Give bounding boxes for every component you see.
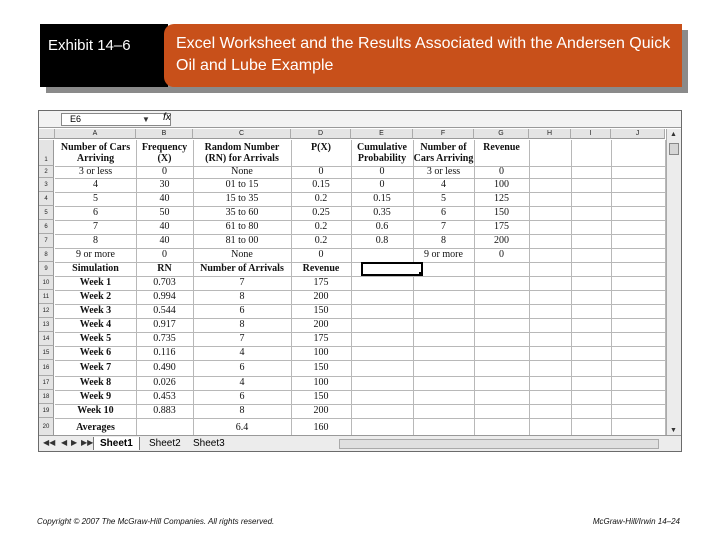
table-cell: 30 xyxy=(159,179,170,190)
vertical-scrollbar[interactable] xyxy=(666,129,681,436)
row-header-18[interactable]: 18 xyxy=(39,390,54,404)
column-header-i[interactable]: I xyxy=(571,129,611,139)
table-cell: 0.453 xyxy=(153,391,176,402)
table-cell: 0.883 xyxy=(153,405,176,416)
table-cell: 200 xyxy=(313,291,329,302)
exhibit-box xyxy=(40,24,168,87)
column-title-f: Number of Cars Arriving xyxy=(413,142,474,164)
name-box[interactable] xyxy=(61,113,171,126)
page-credit: McGraw-Hill/Irwin 14–24 xyxy=(592,517,680,526)
week-label: Week 2 xyxy=(79,291,112,302)
row-header-9[interactable]: 9 xyxy=(39,262,54,276)
table-cell: 150 xyxy=(494,207,509,218)
table-cell: 0 xyxy=(162,166,167,177)
table-cell: 8 xyxy=(93,235,98,246)
column-header-a[interactable]: A xyxy=(55,129,136,139)
table-cell: 6 xyxy=(239,391,245,402)
column-title-b: Frequency (X) xyxy=(141,142,188,164)
horizontal-scrollbar[interactable] xyxy=(339,439,659,449)
table-cell: 0.917 xyxy=(153,319,176,330)
column-header-d[interactable]: D xyxy=(291,129,351,139)
grid-line xyxy=(529,140,530,437)
column-title-d: P(X) xyxy=(311,142,331,153)
table-cell: 0 xyxy=(318,249,324,260)
table-cell: 4 xyxy=(239,377,245,388)
sim-header-a: Simulation xyxy=(72,263,119,274)
column-header-c[interactable]: C xyxy=(193,129,291,139)
table-cell: 0.15 xyxy=(312,179,330,190)
column-title-e: Cumulative Probability xyxy=(357,142,407,164)
row-header-14[interactable]: 14 xyxy=(39,332,54,346)
grid-line xyxy=(571,140,572,437)
table-cell: 200 xyxy=(494,235,509,246)
active-cell[interactable] xyxy=(361,262,423,276)
scroll-down-icon[interactable]: ▼ xyxy=(670,427,677,434)
table-cell: 0.2 xyxy=(314,221,328,232)
table-cell: 3 or less xyxy=(78,166,113,177)
table-cell: 7 xyxy=(239,333,245,344)
table-cell: 0.026 xyxy=(153,377,176,388)
copyright-text: Copyright © 2007 The McGraw-Hill Companies. All rights reserved. xyxy=(37,517,275,526)
chevron-down-icon[interactable]: ▼ xyxy=(142,115,150,124)
row-header-3[interactable]: 3 xyxy=(39,178,54,192)
week-label: Week 4 xyxy=(79,319,112,330)
row-header-19[interactable]: 19 xyxy=(39,404,54,418)
table-cell: 6 xyxy=(239,305,245,316)
table-cell: 9 or more xyxy=(424,249,463,260)
slide-title: Excel Worksheet and the Results Associated with the Andersen Quick Oil and Lube Example xyxy=(176,35,671,74)
row-header-6[interactable]: 6 xyxy=(39,220,54,234)
row-header-15[interactable]: 15 xyxy=(39,346,54,360)
table-cell: 150 xyxy=(313,305,329,316)
table-cell: 8 xyxy=(441,235,446,246)
table-cell: 15 to 35 xyxy=(225,193,259,204)
table-cell: 0.8 xyxy=(375,235,389,246)
column-header-f[interactable]: F xyxy=(413,129,474,139)
column-header-j[interactable]: J xyxy=(611,129,665,139)
averages-label: Averages xyxy=(76,422,115,433)
table-cell: 175 xyxy=(313,333,329,344)
table-cell: None xyxy=(231,249,253,260)
table-cell: 0 xyxy=(379,179,385,190)
table-cell: 175 xyxy=(313,277,329,288)
table-cell xyxy=(351,248,413,262)
week-label: Week 5 xyxy=(79,333,112,344)
scroll-thumb[interactable] xyxy=(669,143,679,155)
prev-sheet-icon[interactable]: ◀ xyxy=(61,438,68,447)
tab-sheet3[interactable]: Sheet3 xyxy=(193,438,225,449)
table-cell: 01 to 15 xyxy=(225,179,259,190)
cell-grid[interactable] xyxy=(55,140,665,437)
table-cell: 0.2 xyxy=(314,235,328,246)
week-label: Week 3 xyxy=(79,305,112,316)
week-label: Week 8 xyxy=(79,377,112,388)
row-header-1[interactable]: 1 xyxy=(39,140,54,166)
week-label: Week 9 xyxy=(79,391,112,402)
sim-header-b: RN xyxy=(157,263,172,274)
table-cell: 0.735 xyxy=(153,333,176,344)
table-cell: 0 xyxy=(379,166,385,177)
table-cell: 0.116 xyxy=(153,347,176,358)
table-cell: 0.544 xyxy=(153,305,176,316)
table-cell: 61 to 80 xyxy=(225,221,259,232)
table-cell: 40 xyxy=(159,221,170,232)
table-cell: 0.25 xyxy=(312,207,330,218)
table-cell: 9 or more xyxy=(76,249,115,260)
row-header-10[interactable]: 10 xyxy=(39,276,54,290)
table-cell: 8 xyxy=(239,291,245,302)
column-header-b[interactable]: B xyxy=(136,129,193,139)
table-cell: 7 xyxy=(441,221,446,232)
sim-header-c: Number of Arrivals xyxy=(200,263,284,274)
column-title-a: Number of Cars Arriving xyxy=(60,142,131,164)
row-header-7[interactable]: 7 xyxy=(39,234,54,248)
table-cell: 100 xyxy=(313,347,329,358)
table-cell: 175 xyxy=(494,221,509,232)
slide-header xyxy=(40,24,682,87)
name-box-value: E6 xyxy=(70,114,82,124)
grid-line xyxy=(611,140,612,437)
table-cell: 150 xyxy=(313,391,329,402)
row-header-13[interactable]: 13 xyxy=(39,318,54,332)
last-sheet-icon[interactable]: ▶▶ xyxy=(81,438,94,447)
column-header-g[interactable]: G xyxy=(474,129,529,139)
row-header-2[interactable]: 2 xyxy=(39,166,54,178)
function-icon[interactable]: fx xyxy=(163,112,171,123)
row-header-12[interactable]: 12 xyxy=(39,304,54,318)
table-cell: 4 xyxy=(441,179,446,190)
first-sheet-icon[interactable]: ◀◀ xyxy=(43,438,56,447)
table-cell: 0.6 xyxy=(375,221,389,232)
table-cell: 7 xyxy=(239,277,245,288)
table-cell: 50 xyxy=(159,207,170,218)
table-cell: 0 xyxy=(162,249,167,260)
excel-window xyxy=(38,110,682,452)
table-cell: 0 xyxy=(499,166,504,177)
table-cell: 0.703 xyxy=(153,277,176,288)
column-title-g: Revenue xyxy=(483,142,520,153)
average-value: 6.4 xyxy=(235,422,249,433)
row-header-11[interactable]: 11 xyxy=(39,290,54,304)
sheet-tab-bar xyxy=(39,435,681,451)
table-cell: 7 xyxy=(93,221,98,232)
table-cell: 0.490 xyxy=(153,362,176,373)
table-cell: 6 xyxy=(441,207,446,218)
table-cell: 200 xyxy=(313,319,329,330)
formula-bar xyxy=(39,111,681,128)
column-title-c: Random Number (RN) for Arrivals xyxy=(204,142,280,164)
row-header-5[interactable]: 5 xyxy=(39,206,54,220)
exhibit-label: Exhibit 14–6 xyxy=(48,37,131,54)
table-cell: 0 xyxy=(318,166,324,177)
title-box xyxy=(164,24,682,87)
table-cell: 81 to 00 xyxy=(225,235,259,246)
next-sheet-icon[interactable]: ▶ xyxy=(71,438,78,447)
table-cell: 35 to 60 xyxy=(225,207,259,218)
column-header-h[interactable]: H xyxy=(529,129,571,139)
table-cell: 100 xyxy=(313,377,329,388)
row-header-17[interactable]: 17 xyxy=(39,376,54,390)
week-label: Week 6 xyxy=(79,347,112,358)
table-cell: 40 xyxy=(159,235,170,246)
table-cell: 0.35 xyxy=(373,207,391,218)
row-header-8[interactable]: 8 xyxy=(39,248,54,262)
table-cell: 8 xyxy=(239,405,245,416)
scroll-up-icon[interactable]: ▲ xyxy=(670,131,677,138)
table-cell: 200 xyxy=(313,405,329,416)
table-cell: 6 xyxy=(239,362,245,373)
tab-sheet1[interactable]: Sheet1 xyxy=(93,437,140,450)
table-cell: 150 xyxy=(313,362,329,373)
week-label: Week 7 xyxy=(79,362,112,373)
fill-handle[interactable] xyxy=(419,272,423,276)
table-cell: 5 xyxy=(441,193,446,204)
table-cell: 0.994 xyxy=(153,291,176,302)
table-cell: 0 xyxy=(499,249,504,260)
table-cell: 8 xyxy=(239,319,245,330)
table-cell: 4 xyxy=(239,347,245,358)
row-header-16[interactable]: 16 xyxy=(39,360,54,376)
row-header-4[interactable]: 4 xyxy=(39,192,54,206)
table-cell: 100 xyxy=(494,179,509,190)
table-cell: 6 xyxy=(93,207,98,218)
table-cell: 3 or less xyxy=(426,166,461,177)
tab-sheet2[interactable]: Sheet2 xyxy=(149,438,181,449)
table-cell: 5 xyxy=(93,193,98,204)
table-cell: 40 xyxy=(159,193,170,204)
table-cell: 0.15 xyxy=(373,193,391,204)
table-cell: 125 xyxy=(494,193,509,204)
table-cell: None xyxy=(231,166,253,177)
week-label: Week 1 xyxy=(79,277,112,288)
table-cell: 4 xyxy=(93,179,98,190)
average-value: 160 xyxy=(313,422,329,433)
sim-header-d: Revenue xyxy=(302,263,340,274)
column-header-e[interactable]: E xyxy=(351,129,413,139)
week-label: Week 10 xyxy=(77,405,114,416)
row-header-20[interactable]: 20 xyxy=(39,418,54,437)
table-cell: 0.2 xyxy=(314,193,328,204)
select-all-corner[interactable] xyxy=(39,129,55,139)
